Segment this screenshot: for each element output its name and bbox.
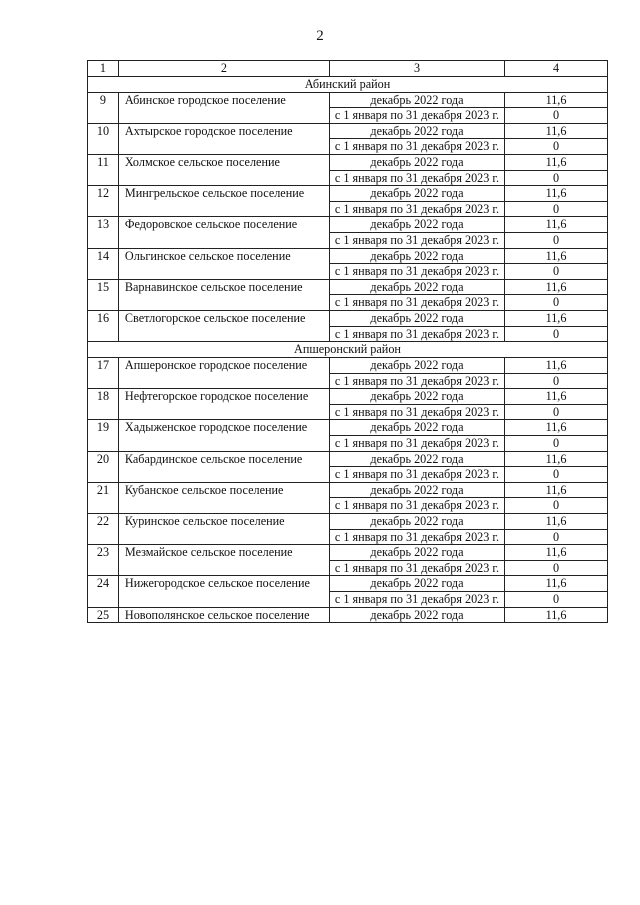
row-number: 22	[88, 514, 119, 545]
value-cell: 0	[505, 404, 608, 420]
settlement-name: Апшеронское городское поселение	[118, 358, 329, 389]
settlement-name: Кабардинское сельское поселение	[118, 451, 329, 482]
period-cell: декабрь 2022 года	[329, 154, 504, 170]
row-number: 20	[88, 451, 119, 482]
value-cell: 0	[505, 592, 608, 608]
period-cell: с 1 января по 31 декабря 2023 г.	[329, 108, 504, 124]
value-cell: 11,6	[505, 389, 608, 405]
value-cell: 0	[505, 529, 608, 545]
period-cell: с 1 января по 31 декабря 2023 г.	[329, 404, 504, 420]
value-cell: 11,6	[505, 358, 608, 374]
value-cell: 0	[505, 139, 608, 155]
period-cell: с 1 января по 31 декабря 2023 г.	[329, 592, 504, 608]
value-cell: 0	[505, 498, 608, 514]
table-row	[88, 451, 608, 467]
settlement-name: Нефтегорское городское поселение	[118, 389, 329, 420]
period-cell: декабрь 2022 года	[329, 545, 504, 561]
district-heading: Апшеронский район	[88, 342, 608, 358]
settlement-name: Ольгинское сельское поселение	[118, 248, 329, 279]
table-row	[88, 217, 608, 233]
period-cell: декабрь 2022 года	[329, 451, 504, 467]
period-cell: с 1 января по 31 декабря 2023 г.	[329, 139, 504, 155]
period-cell: с 1 января по 31 декабря 2023 г.	[329, 467, 504, 483]
table-row	[88, 420, 608, 436]
period-cell: декабрь 2022 года	[329, 607, 504, 623]
table-row	[88, 123, 608, 139]
period-cell: декабрь 2022 года	[329, 514, 504, 530]
value-cell: 0	[505, 436, 608, 452]
row-number: 17	[88, 358, 119, 389]
header-cell: 2	[118, 61, 329, 77]
value-cell: 0	[505, 232, 608, 248]
period-cell: с 1 января по 31 декабря 2023 г.	[329, 170, 504, 186]
table-row	[88, 389, 608, 405]
value-cell: 11,6	[505, 123, 608, 139]
table-row	[88, 607, 608, 623]
period-cell: с 1 января по 31 декабря 2023 г.	[329, 201, 504, 217]
period-cell: с 1 января по 31 декабря 2023 г.	[329, 295, 504, 311]
period-cell: с 1 января по 31 декабря 2023 г.	[329, 498, 504, 514]
settlement-name: Ахтырское городское поселение	[118, 123, 329, 154]
settlement-name: Светлогорское сельское поселение	[118, 310, 329, 341]
period-cell: с 1 января по 31 декабря 2023 г.	[329, 560, 504, 576]
settlement-name: Кубанское сельское поселение	[118, 482, 329, 513]
period-cell: с 1 января по 31 декабря 2023 г.	[329, 436, 504, 452]
period-cell: декабрь 2022 года	[329, 358, 504, 374]
value-cell: 0	[505, 295, 608, 311]
period-cell: декабрь 2022 года	[329, 248, 504, 264]
value-cell: 11,6	[505, 545, 608, 561]
table-row	[88, 92, 608, 108]
row-number: 19	[88, 420, 119, 451]
period-cell: декабрь 2022 года	[329, 389, 504, 405]
value-cell: 0	[505, 326, 608, 342]
period-cell: декабрь 2022 года	[329, 123, 504, 139]
settlement-name: Мингрельское сельское поселение	[118, 186, 329, 217]
period-cell: декабрь 2022 года	[329, 217, 504, 233]
table-row	[88, 186, 608, 202]
row-number: 13	[88, 217, 119, 248]
row-number: 23	[88, 545, 119, 576]
value-cell: 11,6	[505, 217, 608, 233]
settlement-name: Абинское городское поселение	[118, 92, 329, 123]
district-row	[88, 76, 608, 92]
row-number: 14	[88, 248, 119, 279]
row-number: 12	[88, 186, 119, 217]
value-cell: 11,6	[505, 310, 608, 326]
settlement-name: Мезмайское сельское поселение	[118, 545, 329, 576]
row-number: 9	[88, 92, 119, 123]
value-cell: 0	[505, 373, 608, 389]
district-heading: Абинский район	[88, 76, 608, 92]
row-number: 21	[88, 482, 119, 513]
period-cell: декабрь 2022 года	[329, 576, 504, 592]
table-row	[88, 358, 608, 374]
period-cell: декабрь 2022 года	[329, 420, 504, 436]
value-cell: 11,6	[505, 154, 608, 170]
header-cell: 4	[505, 61, 608, 77]
header-row	[88, 61, 608, 77]
row-number: 24	[88, 576, 119, 607]
row-number: 16	[88, 310, 119, 341]
value-cell: 11,6	[505, 607, 608, 623]
table-row	[88, 482, 608, 498]
header-cell: 3	[329, 61, 504, 77]
value-cell: 11,6	[505, 451, 608, 467]
row-number: 25	[88, 607, 119, 623]
header-cell: 1	[88, 61, 119, 77]
settlement-name: Куринское сельское поселение	[118, 514, 329, 545]
row-number: 18	[88, 389, 119, 420]
table-row	[88, 514, 608, 530]
value-cell: 11,6	[505, 279, 608, 295]
table-row	[88, 279, 608, 295]
value-cell: 11,6	[505, 92, 608, 108]
row-number: 10	[88, 123, 119, 154]
table-row	[88, 310, 608, 326]
page-number: 2	[316, 28, 324, 44]
value-cell: 0	[505, 467, 608, 483]
period-cell: декабрь 2022 года	[329, 186, 504, 202]
value-cell: 11,6	[505, 482, 608, 498]
value-cell: 11,6	[505, 248, 608, 264]
table-row	[88, 576, 608, 592]
value-cell: 0	[505, 201, 608, 217]
settlement-name: Федоровское сельское поселение	[118, 217, 329, 248]
value-cell: 0	[505, 264, 608, 280]
period-cell: с 1 января по 31 декабря 2023 г.	[329, 529, 504, 545]
row-number: 11	[88, 154, 119, 185]
district-row	[88, 342, 608, 358]
period-cell: с 1 января по 31 декабря 2023 г.	[329, 373, 504, 389]
table-row	[88, 154, 608, 170]
settlement-name: Новополянское сельское поселение	[118, 607, 329, 623]
table-row	[88, 545, 608, 561]
period-cell: декабрь 2022 года	[329, 92, 504, 108]
settlements-table	[87, 60, 608, 623]
value-cell: 11,6	[505, 420, 608, 436]
settlement-name: Нижегородское сельское поселение	[118, 576, 329, 607]
period-cell: с 1 января по 31 декабря 2023 г.	[329, 326, 504, 342]
value-cell: 11,6	[505, 576, 608, 592]
period-cell: с 1 января по 31 декабря 2023 г.	[329, 264, 504, 280]
value-cell: 11,6	[505, 514, 608, 530]
value-cell: 0	[505, 108, 608, 124]
settlement-name: Холмское сельское поселение	[118, 154, 329, 185]
value-cell: 0	[505, 170, 608, 186]
period-cell: декабрь 2022 года	[329, 279, 504, 295]
value-cell: 0	[505, 560, 608, 576]
settlement-name: Варнавинское сельское поселение	[118, 279, 329, 310]
settlement-name: Хадыженское городское поселение	[118, 420, 329, 451]
period-cell: с 1 января по 31 декабря 2023 г.	[329, 232, 504, 248]
period-cell: декабрь 2022 года	[329, 310, 504, 326]
row-number: 15	[88, 279, 119, 310]
period-cell: декабрь 2022 года	[329, 482, 504, 498]
table-row	[88, 248, 608, 264]
value-cell: 11,6	[505, 186, 608, 202]
